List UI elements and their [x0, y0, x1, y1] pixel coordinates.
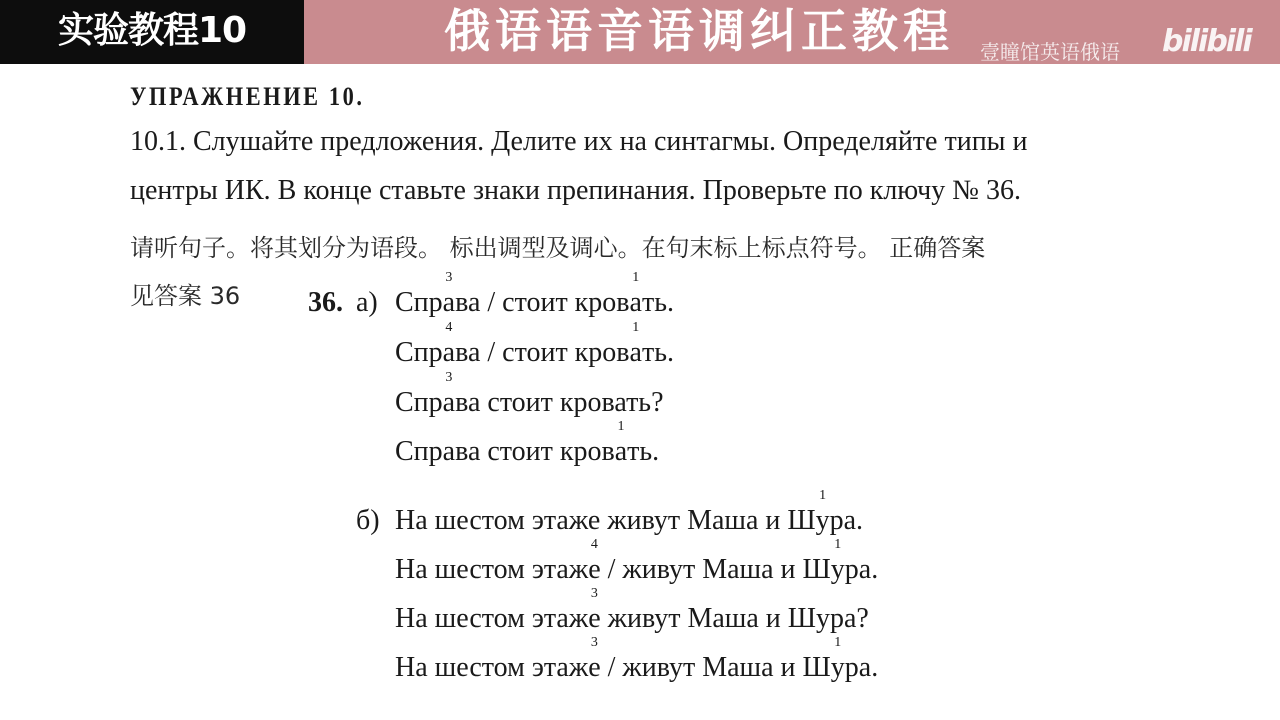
ik-center: [442, 370, 456, 419]
ik-center: [588, 537, 601, 586]
stressed-letter: е: [588, 603, 601, 634]
sentence-part: Спр: [395, 337, 443, 368]
sentence-part: Справа стоит кров: [395, 436, 615, 467]
sentence-part: На шестом этаж: [395, 603, 589, 634]
sentence-part: живут Маша и Шура?: [600, 603, 869, 634]
sentence-part: ть.: [627, 436, 660, 467]
header-bar: [0, 0, 1280, 64]
bilibili-logo: bilibili: [1162, 24, 1251, 59]
ik-center: [830, 635, 845, 684]
sentence-part: ра.: [829, 505, 864, 536]
sentence-part: / живут Маша и Ш: [600, 652, 831, 683]
key-number: 36.: [308, 287, 343, 318]
sentence-b-3: [395, 586, 869, 635]
stressed-letter: у: [830, 554, 845, 585]
lesson-tag: 实验教程10: [0, 0, 304, 64]
ik-number: 4: [445, 320, 453, 335]
sentence-part: ть.: [641, 287, 674, 318]
sentence-a-3: [395, 370, 664, 419]
ik-number: 1: [617, 419, 625, 434]
ik-center: [614, 419, 628, 468]
instruction-line: центры ИК. В конце ставьте знаки препинания. Проверьте по ключу № 36.: [130, 175, 1021, 206]
sentence-b-2: [395, 537, 879, 586]
course-title: 俄语语音语调纠正教程: [444, 4, 954, 58]
stressed-letter: у: [815, 505, 830, 536]
sentence-part: ва стоит кровать?: [455, 387, 664, 418]
sentence-part: ть.: [641, 337, 674, 368]
ik-number: 1: [834, 537, 842, 552]
ik-number: 3: [445, 370, 453, 385]
ik-center: [588, 635, 601, 684]
sentence-part: На шестом этаже живут Маша и Ш: [395, 505, 816, 536]
ik-number: 1: [819, 488, 827, 503]
chinese-instruction-line: 请听句子。将其划分为语段。 标出调型及调心。在句末标上标点符号。 正确答案: [130, 234, 986, 262]
sentence-part: На шестом этаж: [395, 554, 589, 585]
sentence-a-4: [395, 419, 660, 468]
sentence-a-1: [395, 270, 674, 319]
ik-center: [442, 320, 456, 369]
ik-center: [629, 270, 642, 319]
ik-center: [815, 488, 830, 537]
sentence-b-1: [395, 488, 864, 537]
ik-number: 1: [632, 270, 640, 285]
ik-number: 4: [590, 537, 598, 552]
stressed-letter: а: [442, 287, 456, 318]
sentence-part: На шестом этаж: [395, 652, 589, 683]
channel-watermark: 壹瞳馆英语俄语: [980, 40, 1120, 64]
ik-number: 3: [590, 635, 598, 650]
sentence-b-4: [395, 635, 879, 684]
ik-center: [629, 320, 642, 369]
sentence-part: ва / стоит кров: [455, 287, 630, 318]
sentence-a-2: [395, 320, 674, 369]
stressed-letter: а: [629, 287, 642, 318]
stressed-letter: а: [442, 337, 456, 368]
sentence-part: ра.: [844, 652, 879, 683]
sentence-part: / живут Маша и Ш: [600, 554, 831, 585]
stressed-letter: е: [588, 554, 601, 585]
key-label-a: а): [356, 287, 378, 318]
chinese-instruction-line: 见答案 36: [130, 282, 241, 310]
sentence-part: ва / стоит кров: [455, 337, 630, 368]
stressed-letter: а: [629, 337, 642, 368]
stressed-letter: е: [588, 652, 601, 683]
ik-center: [830, 537, 845, 586]
sentence-part: Спр: [395, 387, 443, 418]
sentence-part: ра.: [844, 554, 879, 585]
ik-number: 1: [632, 320, 640, 335]
ik-number: 3: [590, 586, 598, 601]
stressed-letter: а: [614, 436, 628, 467]
ik-number: 3: [445, 270, 453, 285]
instruction-line: 10.1. Слушайте предложения. Делите их на синтагмы. Определяйте типы и: [130, 126, 1028, 157]
stressed-letter: у: [830, 652, 845, 683]
ik-center: [442, 270, 456, 319]
ik-center: [588, 586, 601, 635]
ik-number: 1: [834, 635, 842, 650]
key-label-b: б): [356, 505, 380, 536]
stressed-letter: а: [442, 387, 456, 418]
exercise-heading: УПРАЖНЕНИЕ 10.: [130, 82, 365, 111]
sentence-part: Спр: [395, 287, 443, 318]
